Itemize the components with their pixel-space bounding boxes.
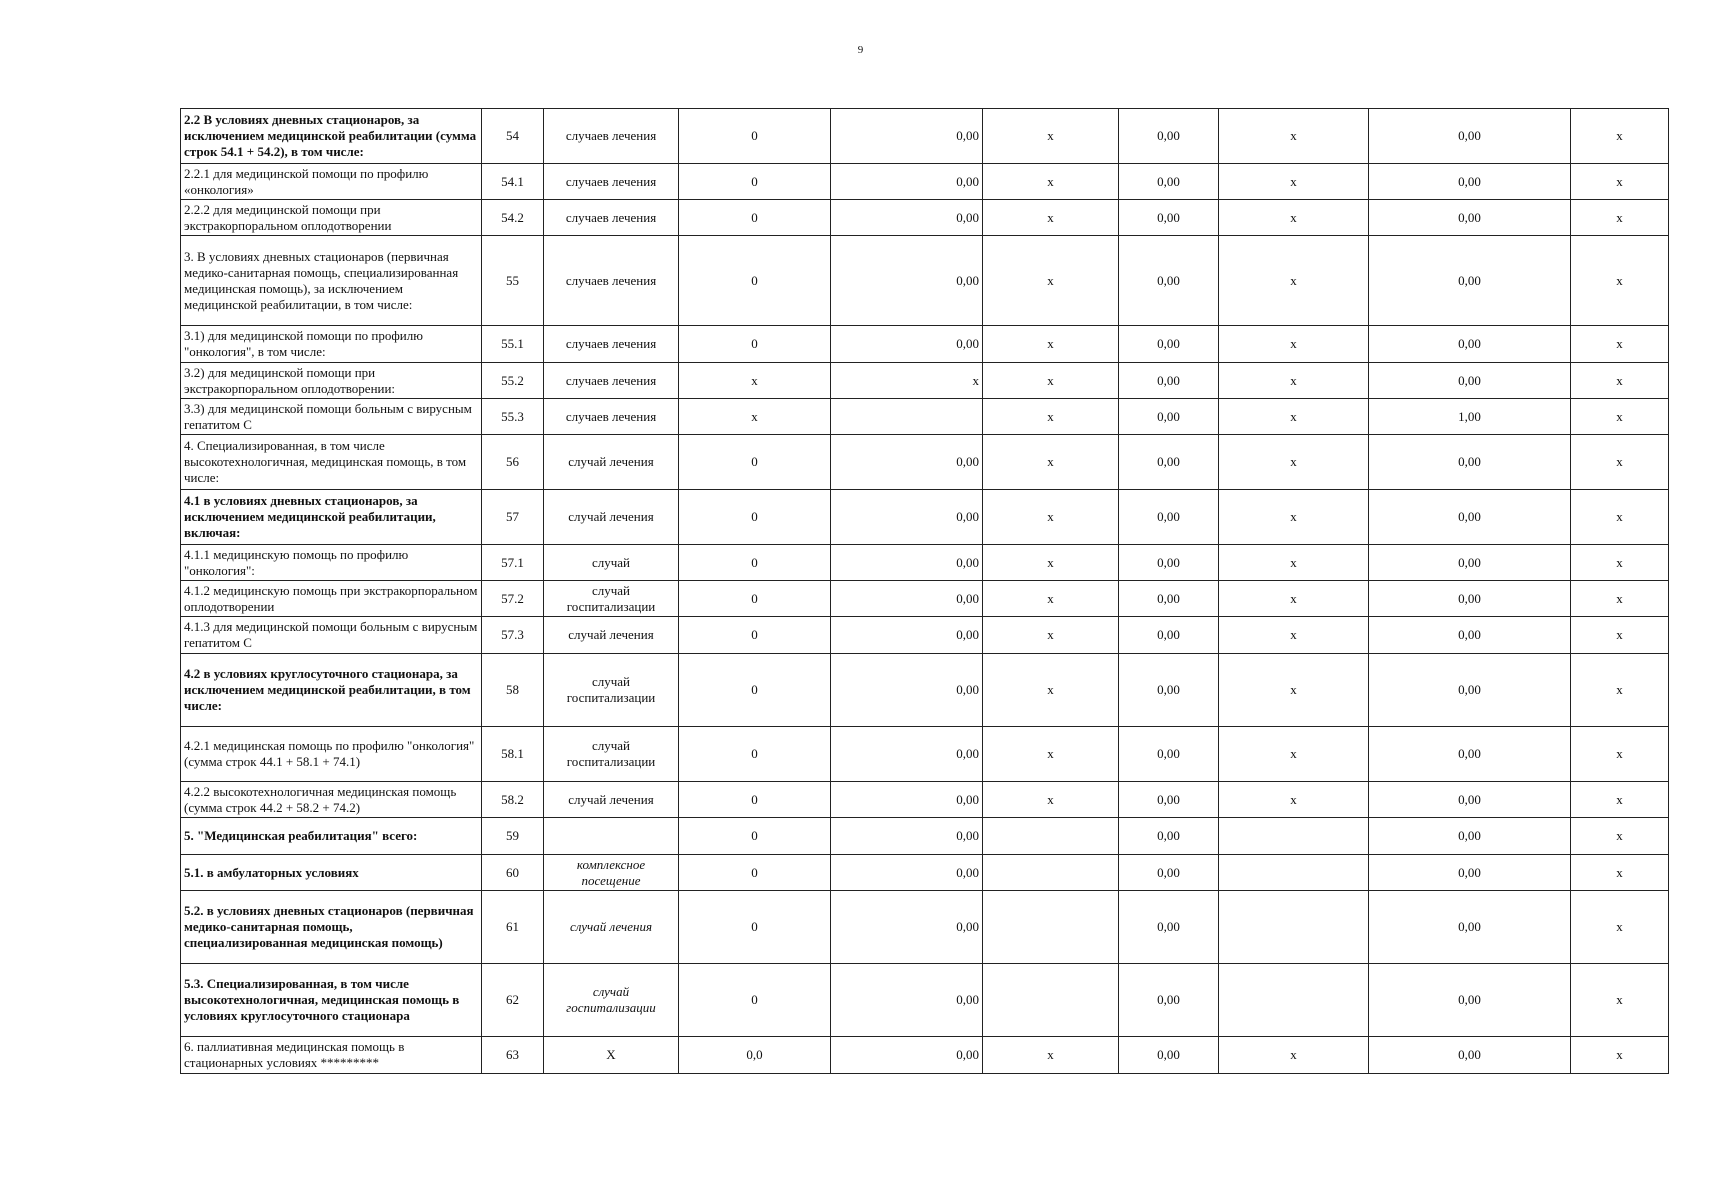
cell-mark-2 xyxy=(1219,855,1369,891)
row-name: 4.2.2 высокотехнологичная медицинская помощь (сумма строк 44.2 + 58.2 + 74.2) xyxy=(181,782,482,818)
cell-value-2: 0,00 xyxy=(831,1037,983,1074)
cell-value-4: 0,00 xyxy=(1369,545,1571,581)
cell-value-2: 0,00 xyxy=(831,164,983,200)
cell-value-3: 0,00 xyxy=(1119,818,1219,855)
table-row xyxy=(181,109,1669,164)
cell-mark-1: x xyxy=(983,109,1119,164)
data-table xyxy=(180,108,1669,1074)
row-code: 58 xyxy=(482,654,544,727)
row-code: 54.2 xyxy=(482,200,544,236)
row-name: 3. В условиях дневных стационаров (первичная медико-санитарная помощь, специализированная медицинская помощь), за исключением медицинской реабилитации, в том числе: xyxy=(181,236,482,326)
row-code: 60 xyxy=(482,855,544,891)
row-code: 58.1 xyxy=(482,727,544,782)
cell-mark-2 xyxy=(1219,818,1369,855)
row-code: 55.3 xyxy=(482,399,544,435)
page-number: 9 xyxy=(857,44,864,56)
row-code: 54 xyxy=(482,109,544,164)
row-code: 63 xyxy=(482,1037,544,1074)
cell-mark-3: x xyxy=(1571,617,1669,654)
cell-value-1: 0 xyxy=(679,200,831,236)
cell-value-1: 0,0 xyxy=(679,1037,831,1074)
cell-value-4: 0,00 xyxy=(1369,326,1571,363)
row-unit: случай лечения xyxy=(544,782,679,818)
cell-value-1: x xyxy=(679,363,831,399)
cell-value-4: 0,00 xyxy=(1369,164,1571,200)
cell-value-1: 0 xyxy=(679,435,831,490)
cell-mark-2: x xyxy=(1219,727,1369,782)
row-name: 4.1.2 медицинскую помощь при экстракорпоральном оплодотворении xyxy=(181,581,482,617)
cell-mark-3: x xyxy=(1571,818,1669,855)
row-name: 4.2 в условиях круглосуточного стационара, за исключением медицинской реабилитации, в том числе: xyxy=(181,654,482,727)
cell-value-2 xyxy=(831,399,983,435)
row-name: 4.1.1 медицинскую помощь по профилю "онкология": xyxy=(181,545,482,581)
cell-mark-2 xyxy=(1219,964,1369,1037)
table-row xyxy=(181,727,1669,782)
cell-value-1: 0 xyxy=(679,164,831,200)
cell-value-4: 0,00 xyxy=(1369,1037,1571,1074)
cell-value-4: 0,00 xyxy=(1369,200,1571,236)
row-unit: случай госпитализации xyxy=(544,727,679,782)
cell-value-2: 0,00 xyxy=(831,782,983,818)
cell-value-4: 0,00 xyxy=(1369,964,1571,1037)
row-unit: X xyxy=(544,1037,679,1074)
cell-value-2: 0,00 xyxy=(831,727,983,782)
cell-value-4: 0,00 xyxy=(1369,855,1571,891)
cell-value-2: 0,00 xyxy=(831,490,983,545)
cell-mark-2: x xyxy=(1219,617,1369,654)
cell-mark-1: x xyxy=(983,236,1119,326)
row-unit: случай лечения xyxy=(544,435,679,490)
table-row xyxy=(181,326,1669,363)
cell-mark-1: x xyxy=(983,782,1119,818)
cell-value-3: 0,00 xyxy=(1119,727,1219,782)
table-row xyxy=(181,617,1669,654)
cell-value-2: 0,00 xyxy=(831,200,983,236)
cell-value-2: 0,00 xyxy=(831,654,983,727)
cell-mark-2: x xyxy=(1219,581,1369,617)
cell-value-2: 0,00 xyxy=(831,818,983,855)
cell-mark-1 xyxy=(983,855,1119,891)
row-unit: случаев лечения xyxy=(544,200,679,236)
row-name: 4.1.3 для медицинской помощи больным с вирусным гепатитом С xyxy=(181,617,482,654)
cell-value-4: 0,00 xyxy=(1369,435,1571,490)
table-row xyxy=(181,855,1669,891)
row-unit: случаев лечения xyxy=(544,363,679,399)
row-code: 61 xyxy=(482,891,544,964)
cell-mark-2: x xyxy=(1219,782,1369,818)
cell-value-2: 0,00 xyxy=(831,855,983,891)
cell-value-2: 0,00 xyxy=(831,236,983,326)
cell-mark-2 xyxy=(1219,891,1369,964)
cell-mark-3: x xyxy=(1571,399,1669,435)
row-name: 5. "Медицинская реабилитация" всего: xyxy=(181,818,482,855)
row-name: 4.1 в условиях дневных стационаров, за исключением медицинской реабилитации, включая: xyxy=(181,490,482,545)
table-row xyxy=(181,1037,1669,1074)
row-code: 59 xyxy=(482,818,544,855)
cell-value-3: 0,00 xyxy=(1119,326,1219,363)
cell-value-4: 0,00 xyxy=(1369,581,1571,617)
cell-value-2: 0,00 xyxy=(831,435,983,490)
cell-value-2: x xyxy=(831,363,983,399)
row-unit: случаев лечения xyxy=(544,399,679,435)
cell-mark-2: x xyxy=(1219,200,1369,236)
cell-value-4: 0,00 xyxy=(1369,490,1571,545)
cell-value-3: 0,00 xyxy=(1119,164,1219,200)
cell-value-3: 0,00 xyxy=(1119,109,1219,164)
row-code: 62 xyxy=(482,964,544,1037)
table-row xyxy=(181,891,1669,964)
table-row xyxy=(181,964,1669,1037)
row-unit: случай лечения xyxy=(544,617,679,654)
cell-value-4: 0,00 xyxy=(1369,891,1571,964)
cell-mark-1: x xyxy=(983,399,1119,435)
table-row xyxy=(181,236,1669,326)
row-unit: случай госпитализации xyxy=(544,654,679,727)
cell-mark-2: x xyxy=(1219,545,1369,581)
cell-value-1: 0 xyxy=(679,891,831,964)
row-code: 57.1 xyxy=(482,545,544,581)
table-row xyxy=(181,654,1669,727)
row-name: 5.2. в условиях дневных стационаров (первичная медико-санитарная помощь, специализированная медицинская помощь) xyxy=(181,891,482,964)
cell-mark-3: x xyxy=(1571,363,1669,399)
cell-value-1: 0 xyxy=(679,326,831,363)
cell-mark-3: x xyxy=(1571,727,1669,782)
cell-mark-2: x xyxy=(1219,363,1369,399)
table-row xyxy=(181,399,1669,435)
cell-mark-1: x xyxy=(983,727,1119,782)
cell-mark-2: x xyxy=(1219,399,1369,435)
row-name: 2.2.2 для медицинской помощи при экстракорпоральном оплодотворении xyxy=(181,200,482,236)
cell-value-1: 0 xyxy=(679,855,831,891)
cell-mark-1: x xyxy=(983,490,1119,545)
table-row xyxy=(181,581,1669,617)
cell-value-4: 1,00 xyxy=(1369,399,1571,435)
cell-mark-2: x xyxy=(1219,1037,1369,1074)
row-name: 2.2.1 для медицинской помощи по профилю «онкология» xyxy=(181,164,482,200)
cell-mark-3: x xyxy=(1571,581,1669,617)
row-code: 57.2 xyxy=(482,581,544,617)
cell-mark-1: x xyxy=(983,654,1119,727)
cell-mark-3: x xyxy=(1571,654,1669,727)
cell-mark-3: x xyxy=(1571,236,1669,326)
cell-value-1: 0 xyxy=(679,581,831,617)
cell-value-4: 0,00 xyxy=(1369,654,1571,727)
row-name: 4.2.1 медицинская помощь по профилю "онкология" (сумма строк 44.1 + 58.1 + 74.1) xyxy=(181,727,482,782)
row-name: 4. Специализированная, в том числе высокотехнологичная, медицинская помощь, в том числе: xyxy=(181,435,482,490)
row-name: 3.3) для медицинской помощи больным с вирусным гепатитом С xyxy=(181,399,482,435)
cell-value-1: 0 xyxy=(679,109,831,164)
cell-value-1: 0 xyxy=(679,545,831,581)
cell-value-3: 0,00 xyxy=(1119,617,1219,654)
row-name: 5.1. в амбулаторных условиях xyxy=(181,855,482,891)
cell-value-3: 0,00 xyxy=(1119,399,1219,435)
cell-mark-2: x xyxy=(1219,109,1369,164)
cell-mark-2: x xyxy=(1219,435,1369,490)
cell-mark-3: x xyxy=(1571,782,1669,818)
cell-value-3: 0,00 xyxy=(1119,490,1219,545)
row-unit: случай лечения xyxy=(544,891,679,964)
cell-mark-1: x xyxy=(983,617,1119,654)
cell-value-3: 0,00 xyxy=(1119,581,1219,617)
row-name: 2.2 В условиях дневных стационаров, за исключением медицинской реабилитации (сумма строк 54.1 + 54.2), в том числе: xyxy=(181,109,482,164)
row-unit: случаев лечения xyxy=(544,236,679,326)
row-name: 3.1) для медицинской помощи по профилю "онкология", в том числе: xyxy=(181,326,482,363)
cell-mark-2: x xyxy=(1219,654,1369,727)
cell-value-2: 0,00 xyxy=(831,581,983,617)
cell-mark-3: x xyxy=(1571,490,1669,545)
cell-mark-1: x xyxy=(983,1037,1119,1074)
row-name: 6. паллиативная медицинская помощь в стационарных условиях ********* xyxy=(181,1037,482,1074)
row-unit xyxy=(544,818,679,855)
table-row xyxy=(181,435,1669,490)
table-row xyxy=(181,164,1669,200)
cell-mark-2: x xyxy=(1219,326,1369,363)
cell-value-4: 0,00 xyxy=(1369,363,1571,399)
cell-mark-3: x xyxy=(1571,435,1669,490)
row-code: 57 xyxy=(482,490,544,545)
cell-mark-2: x xyxy=(1219,236,1369,326)
cell-value-1: x xyxy=(679,399,831,435)
cell-mark-2: x xyxy=(1219,164,1369,200)
cell-mark-1: x xyxy=(983,200,1119,236)
row-code: 56 xyxy=(482,435,544,490)
row-unit: комплексное посещение xyxy=(544,855,679,891)
cell-value-2: 0,00 xyxy=(831,326,983,363)
cell-value-2: 0,00 xyxy=(831,891,983,964)
cell-mark-1: x xyxy=(983,545,1119,581)
cell-value-3: 0,00 xyxy=(1119,363,1219,399)
cell-mark-3: x xyxy=(1571,545,1669,581)
cell-mark-1: x xyxy=(983,363,1119,399)
cell-value-4: 0,00 xyxy=(1369,617,1571,654)
cell-value-3: 0,00 xyxy=(1119,964,1219,1037)
cell-mark-3: x xyxy=(1571,200,1669,236)
table-row xyxy=(181,363,1669,399)
table-row xyxy=(181,782,1669,818)
cell-value-3: 0,00 xyxy=(1119,200,1219,236)
row-code: 57.3 xyxy=(482,617,544,654)
cell-mark-1: x xyxy=(983,435,1119,490)
row-unit: случай лечения xyxy=(544,490,679,545)
cell-value-1: 0 xyxy=(679,490,831,545)
cell-value-4: 0,00 xyxy=(1369,818,1571,855)
cell-mark-3: x xyxy=(1571,326,1669,363)
row-code: 54.1 xyxy=(482,164,544,200)
cell-value-1: 0 xyxy=(679,818,831,855)
cell-value-4: 0,00 xyxy=(1369,109,1571,164)
cell-value-3: 0,00 xyxy=(1119,545,1219,581)
row-unit: случай госпитализации xyxy=(544,581,679,617)
row-name: 3.2) для медицинской помощи при экстракорпоральном оплодотворении: xyxy=(181,363,482,399)
row-unit: случай госпитализации xyxy=(544,964,679,1037)
row-code: 58.2 xyxy=(482,782,544,818)
cell-value-3: 0,00 xyxy=(1119,855,1219,891)
table-row xyxy=(181,200,1669,236)
cell-value-3: 0,00 xyxy=(1119,1037,1219,1074)
cell-value-1: 0 xyxy=(679,782,831,818)
cell-mark-3: x xyxy=(1571,855,1669,891)
table-row xyxy=(181,545,1669,581)
cell-mark-1: x xyxy=(983,164,1119,200)
cell-value-1: 0 xyxy=(679,617,831,654)
row-name: 5.3. Специализированная, в том числе высокотехнологичная, медицинская помощь в условиях круглосуточного стационара xyxy=(181,964,482,1037)
cell-value-2: 0,00 xyxy=(831,109,983,164)
cell-value-2: 0,00 xyxy=(831,545,983,581)
cell-mark-1: x xyxy=(983,581,1119,617)
cell-mark-3: x xyxy=(1571,891,1669,964)
row-unit: случаев лечения xyxy=(544,326,679,363)
cell-mark-1 xyxy=(983,891,1119,964)
cell-value-1: 0 xyxy=(679,654,831,727)
row-unit: случаев лечения xyxy=(544,164,679,200)
cell-mark-1 xyxy=(983,964,1119,1037)
cell-value-1: 0 xyxy=(679,727,831,782)
cell-mark-3: x xyxy=(1571,1037,1669,1074)
row-code: 55 xyxy=(482,236,544,326)
cell-value-3: 0,00 xyxy=(1119,236,1219,326)
cell-value-3: 0,00 xyxy=(1119,891,1219,964)
table-row xyxy=(181,490,1669,545)
cell-mark-3: x xyxy=(1571,164,1669,200)
cell-value-1: 0 xyxy=(679,236,831,326)
row-unit: случай xyxy=(544,545,679,581)
cell-value-3: 0,00 xyxy=(1119,435,1219,490)
cell-mark-1 xyxy=(983,818,1119,855)
cell-mark-3: x xyxy=(1571,109,1669,164)
cell-mark-3: x xyxy=(1571,964,1669,1037)
row-code: 55.1 xyxy=(482,326,544,363)
cell-mark-1: x xyxy=(983,326,1119,363)
row-unit: случаев лечения xyxy=(544,109,679,164)
cell-value-3: 0,00 xyxy=(1119,654,1219,727)
cell-value-4: 0,00 xyxy=(1369,236,1571,326)
cell-value-4: 0,00 xyxy=(1369,782,1571,818)
table-row xyxy=(181,818,1669,855)
cell-value-4: 0,00 xyxy=(1369,727,1571,782)
cell-value-1: 0 xyxy=(679,964,831,1037)
row-code: 55.2 xyxy=(482,363,544,399)
cell-value-2: 0,00 xyxy=(831,964,983,1037)
cell-value-3: 0,00 xyxy=(1119,782,1219,818)
cell-value-2: 0,00 xyxy=(831,617,983,654)
cell-mark-2: x xyxy=(1219,490,1369,545)
